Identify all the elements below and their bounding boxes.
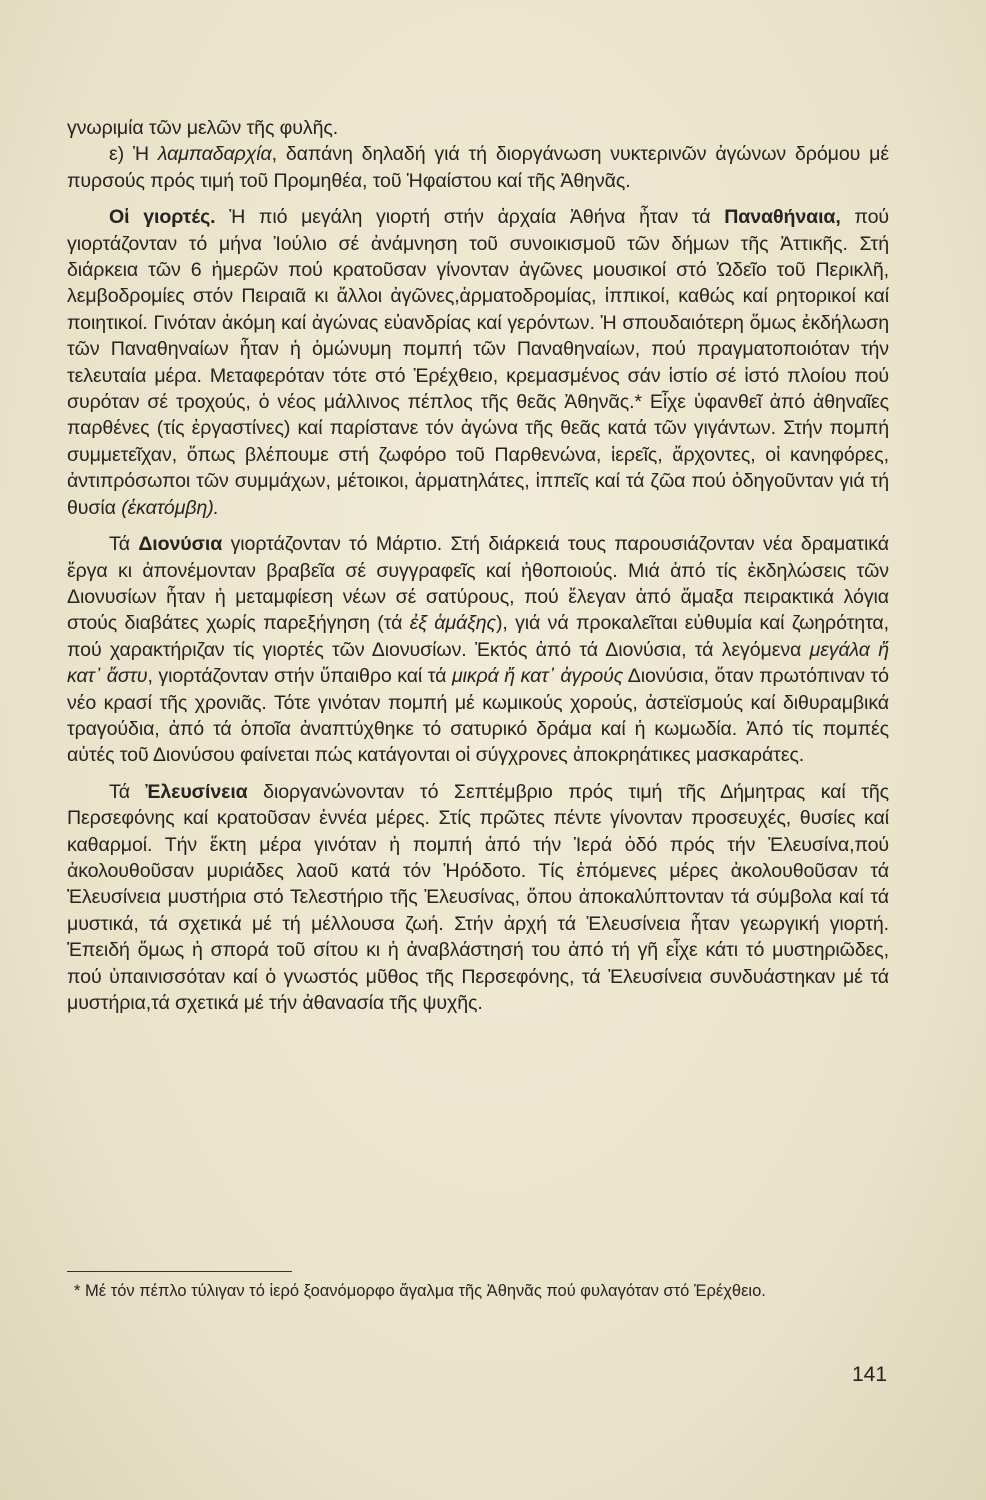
item-e-prefix: ε) Ἡ <box>109 143 158 166</box>
footnote: * Μέ τόν πέπλο τύλιγαν τό ἱερό ξοανόμορφο ἄγαλμα τῆς Ἀθηνᾶς πού φυλαγόταν στό Ἐρέχθειο. <box>74 1282 766 1300</box>
dionysia-lead: Τά <box>109 533 139 556</box>
paragraph-festivals <box>67 204 889 521</box>
dionysia-text-4: Διονύσια, ὅταν πρωτόπιναν τό νέο κρασί τῆς χρονιᾶς. Τότε γινόταν πομπή μέ κωμικούς χορούς, ἀστεϊσμούς καί διθυραμβικά τραγούδια, ἀπό τά ὁποῖα ἀναπτύχθηκε τό σατυρικό δράμα καί ἡ κωμωδία. Ἀπό τίς πομπές αὐτές τοῦ Διονύσου φαίνεται πώς κατάγονται οἱ σύγχρονες ἀποκρηάτικες μασκαράτες. <box>67 665 889 767</box>
dionysia-text-3: , γιορτάζονταν στήν ὕπαιθρο καί τά <box>147 665 452 688</box>
paragraph-eleusinia <box>67 779 889 1017</box>
term-ex-amaxis: ἐξ ἁμάξης <box>409 612 496 635</box>
term-megala: μεγάλα ἤ κατ᾽ ἄστυ <box>67 638 889 688</box>
term-dionysia: Διονύσια <box>138 533 223 556</box>
footnote-rule <box>67 1271 292 1272</box>
paragraph-lampadarchia <box>67 141 889 194</box>
paragraph-dionysia <box>67 531 889 769</box>
term-lampadarchia: λαμπαδαρχία <box>157 143 272 166</box>
term-mikra: μικρά ἤ κατ᾽ ἀγρούς <box>451 665 624 688</box>
body-text <box>67 115 889 1016</box>
continuation-text: γνωριμία τῶν μελῶν τῆς φυλῆς. <box>67 117 339 139</box>
dionysia-text-1: γιορτάζονταν τό Μάρτιο. Στή διάρκειά τους παρουσιάζονταν νέα δραματικά ἔργα κι ἀπονέμονταν βραβεῖα σέ συγγραφεῖς καί ἠθοποιούς. Μιά ἀπό τίς ἐκδηλώσεις τῶν Διονυσίων ἦταν ἡ μεταμφίεση νέων σέ σατύρους, πού ἔλεγαν ἀπό ἅμαξα πειρακτικά λόγια στούς διαβάτες χωρίς παρεξήγηση (τά <box>67 533 889 635</box>
item-e-text: , δαπάνη δηλαδή γιά τή διοργάνωση νυκτερινῶν ἀγώνων δρόμου μέ πυρσούς πρός τιμή τοῦ Προμηθέα, τοῦ Ἡφαίστου καί τῆς Ἀθηνᾶς. <box>67 143 889 192</box>
term-hecatomb: (ἑκατόμβη). <box>121 496 220 519</box>
dionysia-text-2: ), γιά νά προκαλεῖται εὐθυμία καί ζωηρότητα, πού χαρακτήριζαν τίς γιορτές τῶν Διονυσίων. Ἐκτός ἀπό τά Διονύσια, τά λεγόμενα <box>67 612 889 661</box>
eleusinia-text: διοργανώνονταν τό Σεπτέμβριο πρός τιμή τῆς Δήμητρας καί τῆς Περσεφόνης καί κρατοῦσαν ἐννέα μέρες. Στίς πρῶτες πέντε γίνονταν προσευχές, θυσίες καί καθαρμοί. Τήν ἕκτη μέρα γινόταν ἡ πομπή ἀπό τήν Ἱερά ὁδό πρός τήν Ἐλευσίνα,πού ἀκολουθοῦσαν μυριάδες λαοῦ κατά τόν Ἡρόδοτο. Τίς ἑπόμενες μέρες ἀκολουθοῦσαν τά Ἐλευσίνεια μυστήρια στό Τελεστήριο τῆς Ἐλευσίνας, ὅπου ἀποκαλύπτονταν τά σύμβολα καί τά μυστικά, τά σχετικά μέ τή μέλλουσα ζωή. Στήν ἀρχή τά Ἐλευσίνεια ἦταν γεωργική γιορτή. Ἐπειδή ὅμως ἡ σπορά τοῦ σίτου κι ἡ ἀναβλάστησή του ἀπό τή γῆ εἶχε κάτι τό μυστηριῶδες, πού ὑπαινισσόταν καί ὁ γνωστός μῦθος τῆς Περσεφόνης, τά Ἐλευσίνεια συνδυάστηκαν μέ τά μυστήρια,τά σχετικά μέ τήν ἀθανασία τῆς ψυχῆς. <box>67 780 889 1014</box>
festivals-text-1: Ἡ πιό μεγάλη γιορτή στήν ἀρχαία Ἀθήνα ἦταν τά <box>215 206 725 229</box>
eleusinia-lead: Τά <box>109 780 146 803</box>
section-heading-festivals: Οἱ γιορτές. <box>109 206 216 229</box>
page-number: 141 <box>852 1363 888 1386</box>
term-panathenaia: Παναθήναια, <box>724 206 841 229</box>
paragraph-continuation <box>67 115 889 141</box>
term-eleusinia: Ἐλευσίνεια <box>145 780 248 803</box>
festivals-text-2: πού γιορτάζονταν τό μήνα Ἰούλιο σέ ἀνάμνηση τοῦ συνοικισμοῦ τῶν δήμων τῆς Ἀττικῆς. Στή διάρκεια τῶν 6 ἡμερῶν πού κρατοῦσαν γίνονταν ἀγῶνες μουσικοί στό Ὠδεῖο τοῦ Περικλῆ, λεμβοδρομίες στόν Πειραιᾶ κι ἄλλοι ἀγῶνες,ἁρματοδρομίας, ἱππικοί, καθώς καί ρητορικοί καί ποιητικοί. Γινόταν ἀκόμη καί ἀγώνας εὐανδρίας καί γερόντων. Ἡ σπουδαιότερη ὅμως ἐκδήλωση τῶν Παναθηναίων ἦταν ἡ ὁμώνυμη πομπή τῶν Παναθηναίων, πού πραγματοποιόταν τήν τελευταία μέρα. Μεταφερόταν τότε στό Ἐρέχθειο, κρεμασμένος σάν ἱστίο σέ ἱστό πλοίου πού συρόταν σέ τροχούς, ὁ νέος μάλλινος πέπλος τῆς θεᾶς Ἀθηνᾶς.* Εἶχε ὑφανθεῖ ἀπό ἀθηναῖες παρθένες (τίς ἐργαστίνες) καί παρίστανε τόν ἀγώνα τῆς θεᾶς κατά τῶν γιγάντων. Στήν πομπή συμμετεῖχαν, ὅπως βλέπουμε στή ζωφόρο τοῦ Παρθενώνα, ἱερεῖς, ἄρχοντες, οἱ κανηφόρες, ἀντιπρόσωποι τῶν συμμάχων, μέτοικοι, ἁρματηλάτες, ἱππεῖς καί τά ζῶα πού ὁδηγοῦνταν γιά τή θυσία <box>67 206 889 519</box>
